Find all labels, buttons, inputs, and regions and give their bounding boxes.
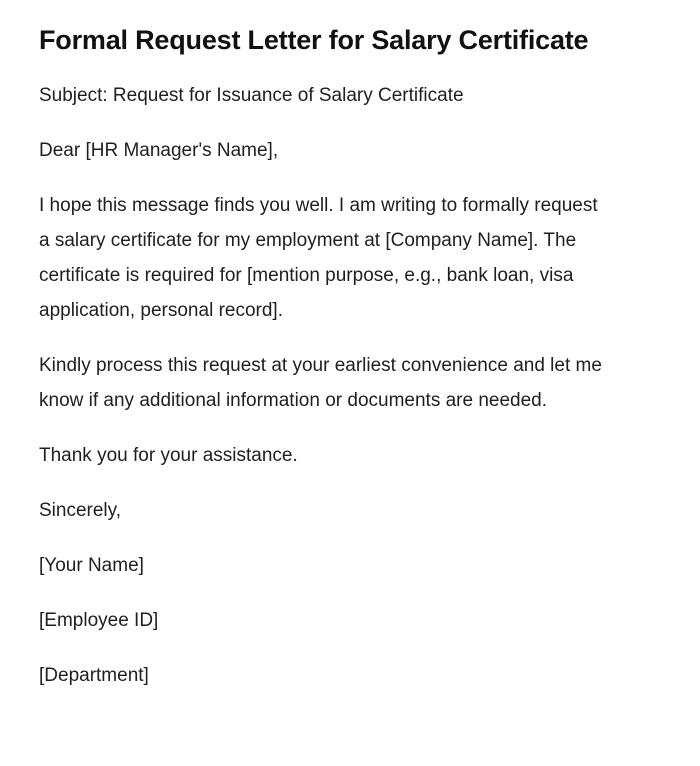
signature-employee-id: [Employee ID]: [39, 610, 159, 631]
signature-name: [Your Name]: [39, 555, 144, 576]
signature-department: [Department]: [39, 665, 149, 686]
page-title: Formal Request Letter for Salary Certificate: [39, 25, 589, 55]
closing-salutation: Sincerely,: [39, 500, 122, 521]
body-paragraph-3: Thank you for your assistance.: [39, 445, 298, 466]
salutation: Dear [HR Manager's Name],: [39, 140, 279, 161]
subject-line: Subject: Request for Issuance of Salary Certificate: [39, 85, 464, 106]
body-paragraph-2: Kindly process this request at your earliest convenience and let me know if any additional information or documents are needed.: [39, 355, 602, 411]
body-paragraph-1: I hope this message finds you well. I am writing to formally request a salary certificate for my employment at [Company Name]. The certificate is required for [mention purpose, e.g., bank loan, visa application, personal record].: [39, 195, 598, 321]
